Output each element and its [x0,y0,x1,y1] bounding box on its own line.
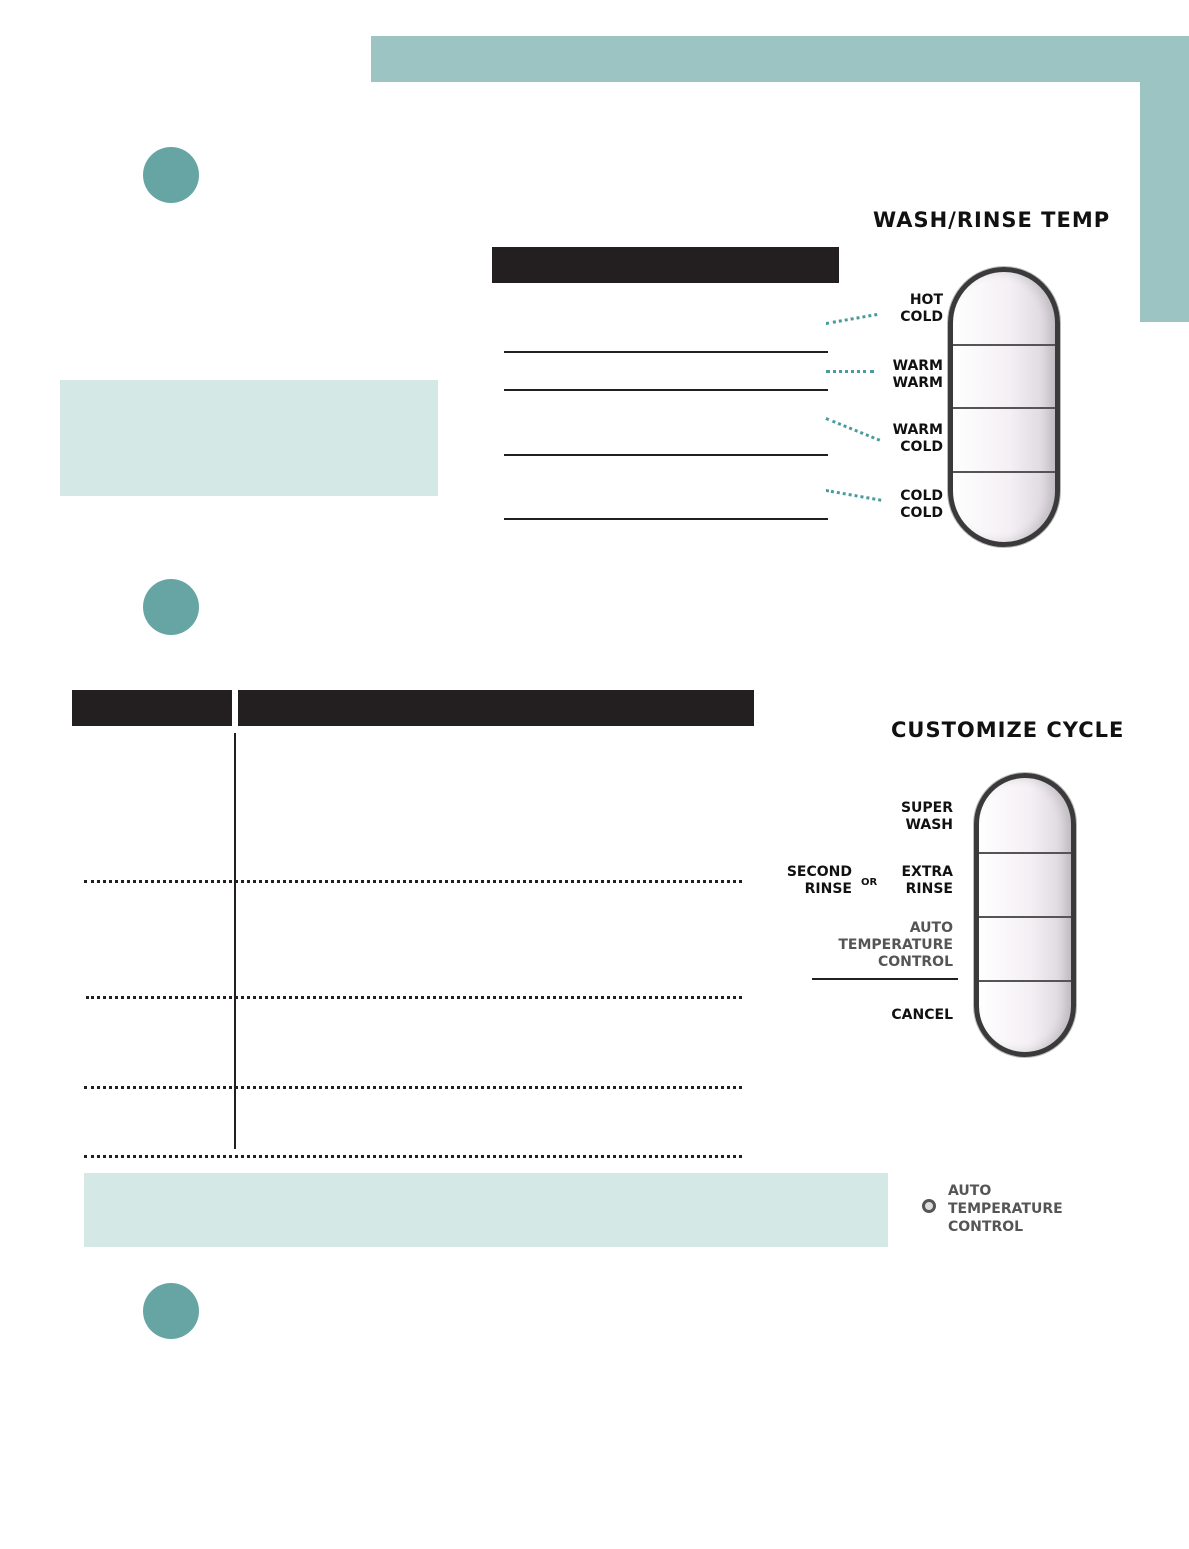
option-line: COLD [900,488,943,504]
note-box-2 [84,1173,888,1247]
options-table-row-rule [86,996,742,999]
selector-divider [953,407,1055,409]
wash-rinse-temp-title: WASH/RINSE TEMP [873,208,1111,232]
selector-divider [953,471,1055,473]
cancel-option[interactable]: CANCEL [891,1007,953,1023]
temp-table-rule [504,518,828,520]
step-marker-3 [143,1283,199,1339]
selector-divider [979,916,1071,918]
options-table-row-rule [84,880,742,883]
temp-table-header [492,247,839,283]
extra-rinse-option[interactable] [901,864,953,898]
option-line: SUPER [900,800,953,816]
temp-option-warm-cold[interactable] [893,422,943,456]
auto-temperature-control-option[interactable] [838,920,953,971]
step-marker-1 [143,147,199,203]
selector-divider [979,852,1071,854]
or-label: OR [861,877,878,888]
header-band [371,36,1189,82]
option-line: EXTRA [901,864,953,880]
temp-option-warm-warm[interactable] [893,358,943,392]
option-line: HOT [909,292,943,308]
auto-temperature-indicator-label [948,1182,1063,1236]
option-line: COLD [900,439,943,455]
connector-warm-warm [826,370,874,373]
super-wash-option[interactable] [901,800,953,834]
note-box-1 [60,380,438,496]
connector-cold-cold [826,489,882,502]
option-line: CONTROL [877,954,953,970]
option-line: AUTO [909,920,953,936]
option-line: TEMPERATURE [838,937,953,953]
wash-rinse-temp-selector[interactable] [948,267,1060,547]
option-line: RINSE [905,881,953,897]
option-line: WASH [905,817,953,833]
temp-option-cold-cold[interactable] [900,488,943,522]
option-line: WARM [892,375,943,391]
option-line: SECOND [786,864,852,880]
options-table-row-rule [84,1086,742,1089]
indicator-line: AUTO [948,1183,992,1199]
auto-temp-underline [812,978,958,980]
options-table-row-rule [84,1155,742,1158]
options-table-header-right [238,690,754,726]
temp-table-rule [504,389,828,391]
indicator-line: CONTROL [948,1219,1024,1235]
second-rinse-option[interactable] [787,864,852,898]
step-marker-2 [143,579,199,635]
option-line: COLD [900,505,943,521]
option-line: COLD [900,309,943,325]
connector-hot-cold [826,313,878,325]
temp-table-rule [504,351,828,353]
customize-cycle-selector[interactable] [974,773,1076,1057]
option-line: WARM [892,422,943,438]
option-line: WARM [892,358,943,374]
selector-divider [979,980,1071,982]
options-table-header-left [72,690,232,726]
connector-warm-cold [825,417,880,442]
indicator-line: TEMPERATURE [948,1201,1063,1217]
customize-cycle-title: CUSTOMIZE CYCLE [891,718,1125,742]
right-edge-band [1140,82,1189,322]
temp-option-hot-cold[interactable] [900,292,943,326]
auto-temperature-indicator-light-icon [922,1199,936,1213]
temp-table-rule [504,454,828,456]
selector-divider [953,344,1055,346]
option-line: RINSE [804,881,852,897]
